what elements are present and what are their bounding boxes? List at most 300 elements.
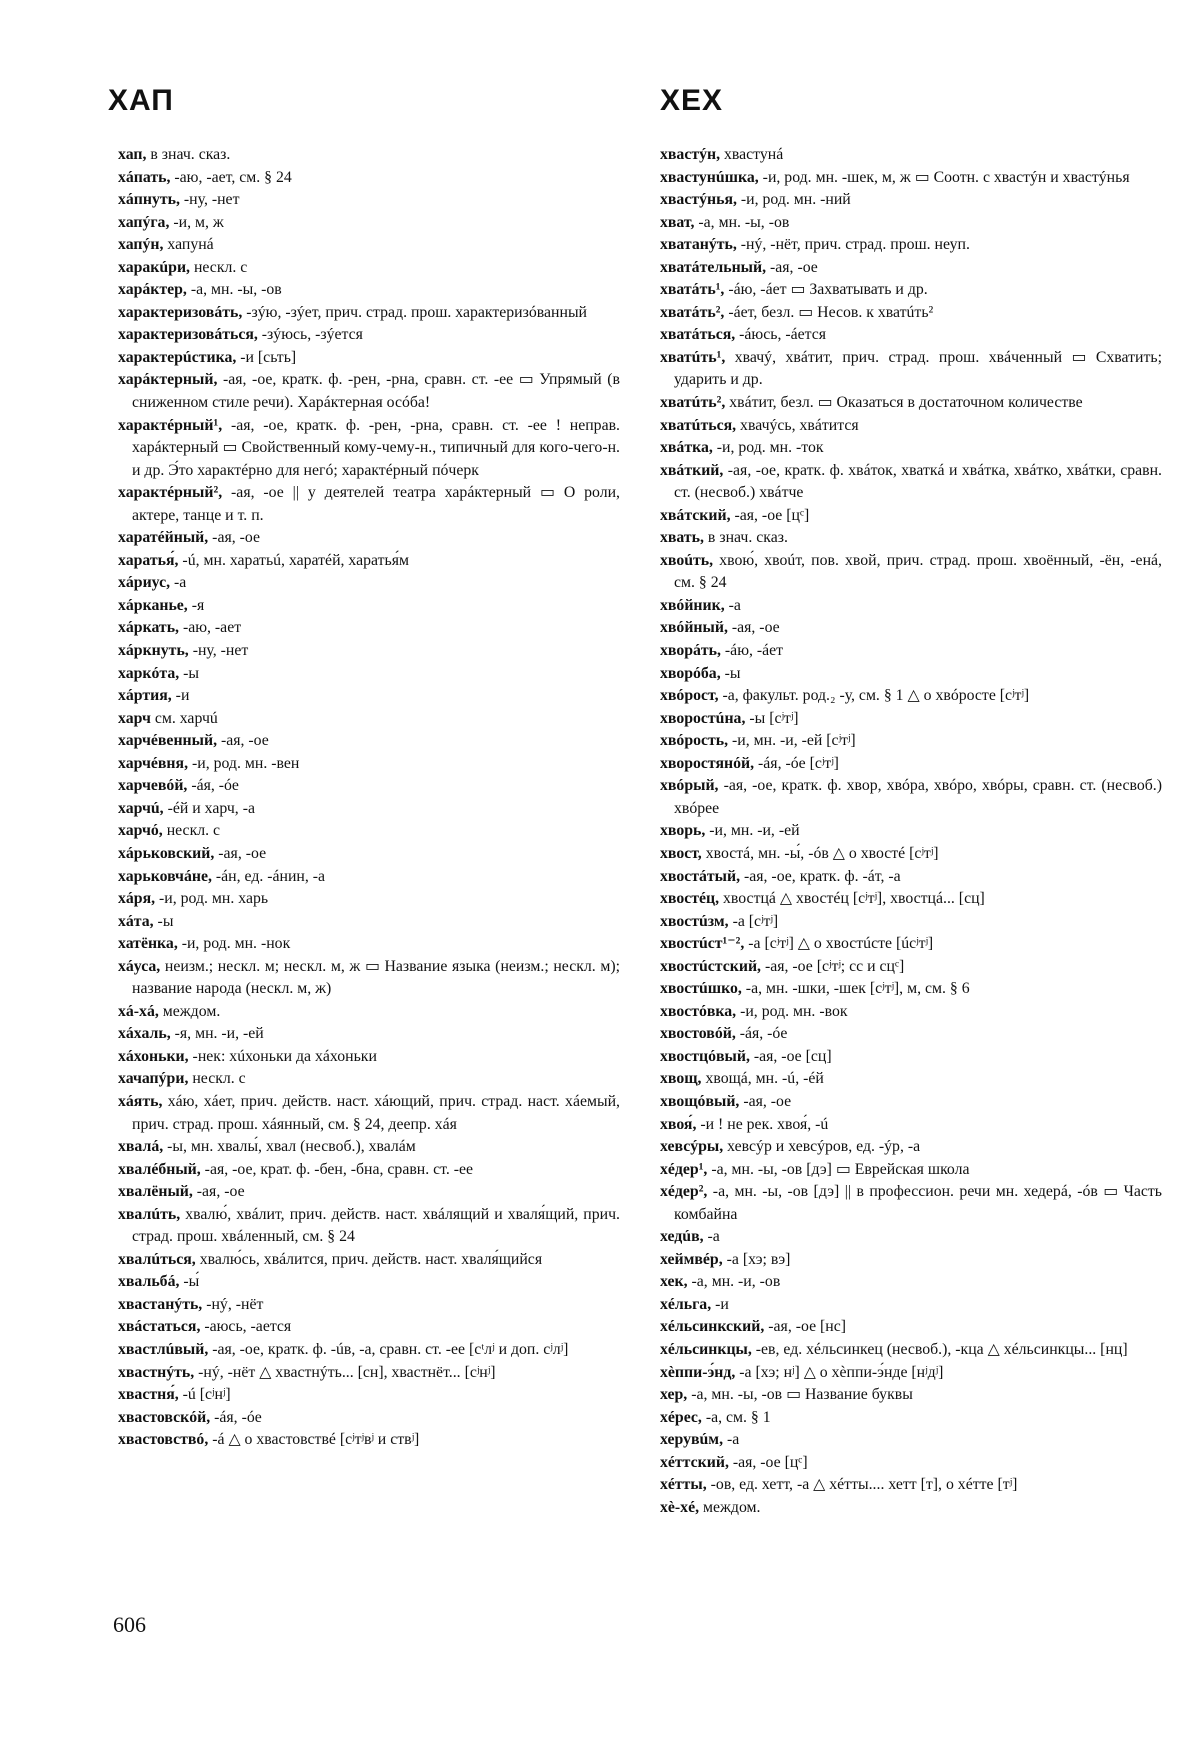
entry-definition: хвалю́сь, хвáлится, прич. действ. наст. хваля́щийся [195, 1250, 543, 1268]
entry-headword: хáртия, [118, 687, 172, 705]
dictionary-entry [660, 1249, 1162, 1272]
entry-headword: хáркнуть, [118, 642, 189, 660]
entry-headword: хворь, [660, 822, 706, 840]
dictionary-entry [660, 324, 1162, 347]
dictionary-entry [660, 392, 1162, 415]
entry-definition: -а [703, 1228, 720, 1246]
entry-definition: -нек: хúхоньки да хáхоньки [188, 1047, 377, 1065]
entry-headword: хáпать, [118, 168, 171, 186]
entry-definition: -нý, -нёт [202, 1295, 264, 1313]
dictionary-entry [118, 482, 620, 527]
entry-headword: хевсýры, [660, 1138, 724, 1156]
entry-definition: хвою́, хвоúт, пов. хвой, прич. страд. прош. хвоённый, -ён, -енá, см. § 24 [674, 551, 1162, 592]
entry-definition: неизм.; нескл. м; нескл. м, ж ▭ Название языка (неизм.; нескл. м); название народа (нескл. м, ж) [132, 957, 620, 998]
dictionary-entry [660, 595, 1162, 618]
dictionary-entry [660, 978, 1162, 1001]
entry-headword: хáять, [118, 1092, 163, 1110]
entry-headword: хвастня́, [118, 1386, 179, 1404]
dictionary-entry [660, 234, 1162, 257]
entry-definition: -а [723, 1431, 740, 1449]
entry-headword: хапýн, [118, 236, 164, 254]
entry-definition: -ая, -ое [766, 258, 818, 276]
dictionary-entry [118, 234, 620, 257]
dictionary-entry [118, 1204, 620, 1249]
entry-headword: хáрканье, [118, 596, 188, 614]
entry-headword: харчó, [118, 822, 163, 840]
entry-definition: -ы [153, 912, 174, 930]
entry-definition: междом. [699, 1498, 761, 1516]
dictionary-entry [660, 1384, 1162, 1407]
entry-headword: хатёнка, [118, 935, 178, 953]
dictionary-entry [118, 1294, 620, 1317]
entry-headword: хапýга, [118, 213, 170, 231]
entry-headword: хвощóвый, [660, 1092, 740, 1110]
entry-definition: -я [187, 596, 205, 614]
entry-headword: хèппи-э́нд, [660, 1363, 736, 1381]
entry-definition: -áет, безл. ▭ Несов. к хватúть² [724, 303, 934, 321]
dictionary-entry [660, 505, 1162, 528]
entry-headword: хвощ, [660, 1070, 702, 1088]
entry-definition: -áю, -áет ▭ Захватывать и др. [724, 281, 928, 299]
dictionary-entry [660, 1001, 1162, 1024]
dictionary-entry [660, 663, 1162, 686]
entry-headword: характéрный², [118, 484, 223, 502]
entry-definition: -а [хэ; нʲ] △ о хèппи-э́нде [нʲдʲ] [735, 1363, 944, 1381]
entry-headword: харатéйный, [118, 529, 209, 547]
dictionary-entry [660, 189, 1162, 212]
entry-headword: хáпнуть, [118, 191, 180, 209]
entry-definition: -а, мн. -ы, -ов [186, 281, 282, 299]
entry-headword: хвóрость, [660, 732, 729, 750]
dictionary-entry [118, 347, 620, 370]
entry-headword: хéтты, [660, 1476, 707, 1494]
entry-headword: хáхаль, [118, 1025, 171, 1043]
dictionary-entry [118, 843, 620, 866]
dictionary-entry [118, 1429, 620, 1452]
entry-definition: -ев, ед. хéльсинкец (несвоб.), -кца △ хéльсинкцы... [нц] [751, 1340, 1128, 1358]
entry-definition: -и, род. мн. -вен [188, 754, 300, 772]
dictionary-entry [118, 257, 620, 280]
dictionary-entry [118, 369, 620, 414]
dictionary-entry [118, 911, 620, 934]
entry-definition: -ая, -ое [739, 1092, 792, 1110]
entry-headword: хвастанýть, [118, 1295, 203, 1313]
entry-headword: хвалúть, [118, 1205, 181, 1223]
entry-headword: хачапýри, [118, 1070, 189, 1088]
dictionary-entry [118, 1249, 620, 1272]
entry-definition: -ну, -нет [179, 191, 240, 209]
entry-headword: хéдер², [660, 1183, 708, 1201]
entry-definition: хвáтит, безл. ▭ Оказаться в достаточном количестве [725, 394, 1083, 412]
dictionary-entry [660, 753, 1162, 776]
dictionary-entry [118, 798, 620, 821]
entry-headword: характеризовáться, [118, 326, 258, 344]
entry-definition: -а, см. § 1 [701, 1408, 771, 1426]
entry-definition: -áя, -óе [735, 1025, 788, 1043]
entry-headword: хватáть¹, [660, 281, 725, 299]
entry-headword: херувúм, [660, 1431, 724, 1449]
entry-headword: хвáтка, [660, 439, 713, 457]
entry-definition: -ая, -ое [сʲтʲ; сс и сцᶜ] [761, 957, 905, 975]
entry-definition: -а [170, 574, 187, 592]
entry-definition: -ú [сʲнʲ] [178, 1386, 231, 1404]
dictionary-entry [660, 257, 1162, 280]
header-left: ХАП [108, 84, 174, 117]
entry-headword: хвальбá, [118, 1273, 180, 1291]
entry-definition: -и, род. мн. -ток [712, 439, 824, 457]
dictionary-entry [118, 527, 620, 550]
entry-headword: хедúв, [660, 1228, 704, 1246]
entry-headword: хворостянóй, [660, 754, 755, 772]
dictionary-entry [660, 144, 1162, 167]
entry-headword: хè-хé, [660, 1498, 700, 1516]
entry-headword: хватúться, [660, 416, 737, 434]
entry-headword: хвóрый, [660, 777, 719, 795]
entry-definition: -нý, -нёт, прич. страд. прош. неуп. [736, 236, 970, 254]
entry-definition: -аю, -ает [179, 619, 242, 637]
dictionary-entry [118, 595, 620, 618]
entry-definition: -ая, -ое [192, 1183, 245, 1201]
dictionary-entry [118, 1271, 620, 1294]
dictionary-entry [118, 1384, 620, 1407]
entry-definition: -ая, -ое, крат. ф. -бен, -бна, сравн. ст. -ее [200, 1160, 474, 1178]
dictionary-entry [660, 888, 1162, 911]
entry-definition: -а, мн. -ы, -ов [дэ] || в профессион. речи мн. хедерá, -óв ▭ Часть комбайна [674, 1183, 1162, 1223]
entry-definition: -а, мн. -ы, -ов [694, 213, 790, 231]
entry-definition: -зýюсь, -зýется [257, 326, 363, 344]
entry-definition: -и [171, 687, 190, 705]
entry-headword: хвоúть, [660, 551, 714, 569]
dictionary-entry [660, 279, 1162, 302]
entry-definition: -ну, -нет [188, 642, 249, 660]
entry-headword: хеймвéр, [660, 1250, 723, 1268]
entry-headword: хéттский, [660, 1453, 729, 1471]
dictionary-entry [660, 167, 1162, 190]
entry-headword: хватáть², [660, 303, 725, 321]
dictionary-entry [118, 1068, 620, 1091]
dictionary-entry [660, 933, 1162, 956]
entry-headword: хвостúст¹⁻², [660, 935, 745, 953]
entry-headword: хвостóвка, [660, 1002, 737, 1020]
entry-headword: хвастовствó, [118, 1431, 209, 1449]
entry-headword: характерúстика, [118, 348, 237, 366]
entry-definition: -áя, -óе [187, 777, 239, 795]
entry-headword: хéльсинкский, [660, 1318, 765, 1336]
header-right: ХЕХ [660, 84, 724, 117]
entry-definition: -ая, -ое [217, 732, 269, 750]
entry-headword: хвалéбный, [118, 1160, 201, 1178]
entry-definition: -и, род. мн. -ний [736, 191, 851, 209]
entry-definition: -ая, -ое [214, 844, 267, 862]
entry-definition: -и, мн. -и, -ей [705, 822, 800, 840]
entry-headword: хвалá, [118, 1138, 164, 1156]
entry-definition: -ая, -ое, кратк. ф. -рен, -рна, сравн. ст. -ее ▭ Упрямый (в сниженном стиле речи). Харáктерная осóба! [132, 371, 620, 412]
entry-definition: -ая, -ое, кратк. ф. хвор, хвóра, хвóро, хвóры, сравн. ст. (несвоб.) хвóрее [674, 777, 1162, 817]
entry-headword: хворóба, [660, 664, 721, 682]
dictionary-entry [660, 775, 1162, 820]
dictionary-entry [118, 144, 620, 167]
dictionary-entry [660, 1136, 1162, 1159]
dictionary-entry [118, 167, 620, 190]
dictionary-entry [660, 1023, 1162, 1046]
entry-headword: хвостцóвый, [660, 1047, 750, 1065]
entry-definition: хвостá, мн. -ы́, -óв △ о хвостé [сʲтʲ] [701, 844, 939, 862]
dictionary-entry [118, 866, 620, 889]
dictionary-entry [660, 1339, 1162, 1362]
entry-headword: харчевóй, [118, 777, 188, 795]
page-number: 606 [113, 1612, 146, 1637]
entry-definition: -а [724, 596, 741, 614]
dictionary-entry [118, 1023, 620, 1046]
entry-definition: -ú, мн. харатьú, харатéй, харатья́м [178, 551, 409, 569]
entry-definition: -а [сʲтʲ] [728, 912, 779, 930]
dictionary-entry [118, 663, 620, 686]
entry-headword: хватáться, [660, 326, 736, 344]
entry-headword: хá-хá, [118, 1002, 159, 1020]
dictionary-entry [660, 1316, 1162, 1339]
dictionary-entry [118, 820, 620, 843]
dictionary-entry [660, 1114, 1162, 1137]
dictionary-entry [660, 1407, 1162, 1430]
entry-headword: харчéвня, [118, 754, 189, 772]
entry-definition: -аю, -ает, см. § 24 [170, 168, 292, 186]
dictionary-entry [118, 1407, 620, 1430]
entry-definition: см. харчú [150, 709, 218, 727]
entry-definition: -áю, -áет [720, 642, 784, 660]
dictionary-entry [660, 527, 1162, 550]
entry-headword: хáуса, [118, 957, 161, 975]
entry-definition: -áн, ед. -áнин, -а [211, 867, 326, 885]
dictionary-entry [660, 212, 1162, 235]
entry-definition: -éй и харч, -а [163, 799, 255, 817]
entry-headword: хвоя́, [660, 1115, 697, 1133]
dictionary-entry [660, 437, 1162, 460]
entry-definition: -и [сьть] [236, 348, 297, 366]
entry-headword: хвастовскóй, [118, 1408, 211, 1426]
entry-headword: харáктерный, [118, 371, 218, 389]
entry-definition: -я, мн. -и, -ей [170, 1025, 264, 1043]
entry-definition: -ая, -ое [сц] [749, 1047, 832, 1065]
entry-headword: хвать, [660, 529, 704, 547]
entry-definition: -á △ о хвастовствé [сʲтʲвʲ и ствʲ] [208, 1431, 420, 1449]
entry-headword: хвост, [660, 844, 702, 862]
entry-definition: -и ! не рек. хвоя́, -ú [696, 1115, 829, 1133]
entry-headword: хéльга, [660, 1295, 712, 1313]
entry-definition: -ая, -ое [нс] [764, 1318, 847, 1336]
entry-definition: -аюсь, -ается [200, 1318, 292, 1336]
entry-headword: хáря, [118, 890, 156, 908]
entry-headword: хвостúзм, [660, 912, 729, 930]
dictionary-entry [118, 888, 620, 911]
entry-definition: хевсýр и хевсýров, ед. -ýр, -а [723, 1138, 921, 1156]
entry-headword: хáхоньки, [118, 1047, 189, 1065]
dictionary-entry [660, 708, 1162, 731]
entry-headword: харьковчáне, [118, 867, 212, 885]
entry-headword: хвáткий, [660, 461, 724, 479]
entry-headword: хáта, [118, 912, 154, 930]
dictionary-entry [660, 1226, 1162, 1249]
entry-headword: хвóйник, [660, 596, 725, 614]
entry-definition: -а, факульт. род.₂ -у, см. § 1 △ о хвóросте [сʲтʲ] [718, 687, 1030, 705]
entry-definition: -ы, мн. хвалы́, хвал (несвоб.), хвалáм [163, 1138, 416, 1156]
entry-definition: -ы [720, 664, 741, 682]
entry-definition: нескл. с [188, 1070, 246, 1088]
dictionary-entry [118, 708, 620, 731]
entry-definition: -ов, ед. хетт, -а △ хéтты.... хетт [т], о хéтте [тʲ] [706, 1476, 1018, 1494]
dictionary-entry [660, 415, 1162, 438]
entry-definition: хвачý, хвáтит, прич. страд. прош. хвáченный ▭ Схватить; ударить и др. [674, 348, 1162, 389]
entry-definition: хвачýсь, хвáтится [736, 416, 859, 434]
entry-headword: харатья́, [118, 551, 179, 569]
dictionary-entry [660, 1068, 1162, 1091]
entry-definition: хвалю́, хвáлит, прич. действ. наст. хвáлящий и хваля́щий, прич. страд. прош. хвáленный, см. § 24 [132, 1205, 620, 1246]
entry-headword: хватúть², [660, 394, 726, 412]
dictionary-entry [660, 1497, 1162, 1520]
dictionary-entry [660, 1271, 1162, 1294]
dictionary-entry [118, 189, 620, 212]
entry-definition: -а, мн. -и, -ов [687, 1273, 781, 1291]
dictionary-entry [660, 911, 1162, 934]
entry-definition: -а, мн. -ы, -ов ▭ Название буквы [687, 1386, 913, 1404]
entry-headword: хватúть¹, [660, 348, 726, 366]
entry-definition: -и [711, 1295, 729, 1313]
dictionary-entry [660, 1091, 1162, 1114]
entry-definition: хвощá, мн. -ú, -éй [701, 1070, 824, 1088]
entry-definition: -áя, -óе [210, 1408, 262, 1426]
dictionary-entry [660, 1159, 1162, 1182]
dictionary-entry [118, 956, 620, 1001]
dictionary-entry [660, 730, 1162, 753]
entry-definition: -ая, -ое, кратк. ф. хвáток, хваткá и хвáтка, хвáтко, хвáтки, сравн. ст. (несвоб.) хвáтче [674, 461, 1162, 502]
dictionary-entry [660, 843, 1162, 866]
dictionary-entry [660, 460, 1162, 505]
entry-headword: харкóта, [118, 664, 180, 682]
entry-headword: хвастлúвый, [118, 1340, 209, 1358]
entry-definition: -нý, -нёт △ хвастнýть... [сн], хвастнёт... [сʲнʲ] [194, 1363, 496, 1381]
right-column [660, 144, 1162, 1519]
entry-headword: хер, [660, 1386, 688, 1404]
dictionary-entry [660, 1294, 1162, 1317]
entry-headword: хвóйный, [660, 619, 728, 637]
entry-definition: -ы [сʲтʲ] [745, 709, 799, 727]
dictionary-entry [118, 212, 620, 235]
entry-headword: хáркать, [118, 619, 179, 637]
dictionary-entry [118, 1046, 620, 1069]
entry-headword: хвалúться, [118, 1250, 196, 1268]
entry-headword: хéрес, [660, 1408, 702, 1426]
entry-headword: хвастнýть, [118, 1363, 195, 1381]
dictionary-entry [118, 730, 620, 753]
left-column [118, 144, 620, 1452]
dictionary-entry [118, 572, 620, 595]
entry-definition: -и, м, ж [169, 213, 224, 231]
dictionary-entry [118, 1091, 620, 1136]
entry-headword: хвóрост, [660, 687, 719, 705]
dictionary-entry [118, 1136, 620, 1159]
entry-headword: хéльсинкцы, [660, 1340, 752, 1358]
entry-definition: хáю, хáет, прич. действ. наст. хáющий, прич. страд. наст. хáемый, прич. страд. прош. хáянный, см. § 24, деепр. хáя [132, 1092, 620, 1133]
entry-definition: -и, род. мн. харь [155, 890, 269, 908]
dictionary-entry [660, 820, 1162, 843]
entry-headword: харáктер, [118, 281, 187, 299]
dictionary-entry [660, 1362, 1162, 1385]
dictionary-entry [118, 324, 620, 347]
entry-definition: -ы́ [179, 1273, 200, 1291]
entry-definition: -ая, -ое [цᶜ] [730, 506, 810, 524]
dictionary-entry [118, 415, 620, 483]
entry-headword: хвалёный, [118, 1183, 193, 1201]
dictionary-entry [118, 753, 620, 776]
dictionary-entry [118, 640, 620, 663]
dictionary-entry [118, 550, 620, 573]
dictionary-entry [118, 1339, 620, 1362]
entry-headword: хвастунúшка, [660, 168, 759, 186]
entry-headword: характеризовáть, [118, 303, 243, 321]
dictionary-entry [660, 1046, 1162, 1069]
entry-headword: харчéвенный, [118, 732, 218, 750]
entry-definition: -ая, -ое, кратк. ф. -áт, -а [740, 867, 901, 885]
dictionary-entry [118, 1362, 620, 1385]
dictionary-entry [118, 775, 620, 798]
dictionary-entry [660, 550, 1162, 595]
entry-headword: харакúри, [118, 258, 190, 276]
entry-definition: -ая, -ое, кратк. ф. -úв, -а, сравн. ст. -ее [сᵗлʲ и доп. сʲлʲ] [208, 1340, 569, 1358]
entry-definition: -и, род. мн. -нок [177, 935, 291, 953]
entry-definition: хвостцá △ хвостéц [сʲтʲ], хвостцá... [сц] [719, 890, 985, 908]
dictionary-entry [660, 617, 1162, 640]
entry-headword: хватáтельный, [660, 258, 767, 276]
entry-definition: -а, мн. -шки, -шек [сʲтʲ], м, см. § 6 [741, 980, 970, 998]
entry-definition: -а [сʲтʲ] △ о хвостúсте [úсʲтʲ] [744, 935, 934, 953]
entry-definition: -а [хэ; вэ] [722, 1250, 791, 1268]
dictionary-entry [660, 1474, 1162, 1497]
entry-definition: -и, род. мн. -вок [736, 1002, 848, 1020]
dictionary-entry [118, 1181, 620, 1204]
dictionary-entry [660, 640, 1162, 663]
entry-definition: нескл. с [190, 258, 248, 276]
entry-definition: в знач. сказ. [703, 529, 788, 547]
entry-headword: хвостовóй, [660, 1025, 736, 1043]
entry-definition: хвастунá [720, 146, 784, 163]
entry-headword: хвостúстский, [660, 957, 762, 975]
entry-headword: хап, [118, 146, 147, 163]
entry-definition: -áюсь, -áется [735, 326, 826, 344]
entry-definition: -а, мн. -ы, -ов [дэ] ▭ Еврейская школа [707, 1160, 970, 1178]
entry-headword: харчú, [118, 799, 164, 817]
entry-definition: -ая, -ое, кратк. ф. -рен, -рна, сравн. ст. -ее ! неправ. харáктерный ▭ Свойственный кому-чему-н., типичный для кого-чего-н. и др. Э́то характéрно для негó; характéрный пóчерк [132, 416, 620, 479]
dictionary-entry [660, 1452, 1162, 1475]
dictionary-entry [660, 1429, 1162, 1452]
entry-headword: хек, [660, 1273, 688, 1291]
entry-headword: хвáтский, [660, 506, 731, 524]
dictionary-entry [118, 302, 620, 325]
entry-headword: хвастýнья, [660, 191, 737, 209]
entry-definition: -ая, -ое || у деятелей театра харáктерный ▭ О роли, актере, танце и т. п. [132, 484, 620, 524]
dictionary-entry [118, 685, 620, 708]
entry-headword: хворáть, [660, 642, 721, 660]
entry-definition: -зýю, -зýет, прич. страд. прош. характеризóванный [242, 303, 588, 321]
entry-headword: хвостéц, [660, 890, 720, 908]
entry-headword: хвостáтый, [660, 867, 741, 885]
dictionary-entry [118, 1001, 620, 1024]
entry-definition: -ая, -ое [727, 619, 780, 637]
entry-definition: хапунá [163, 236, 214, 254]
dictionary-entry [118, 933, 620, 956]
dictionary-entry [660, 347, 1162, 392]
entry-headword: хáриус, [118, 574, 171, 592]
entry-definition: -áя, -óе [сʲтʲ] [754, 754, 839, 772]
dictionary-entry [118, 617, 620, 640]
